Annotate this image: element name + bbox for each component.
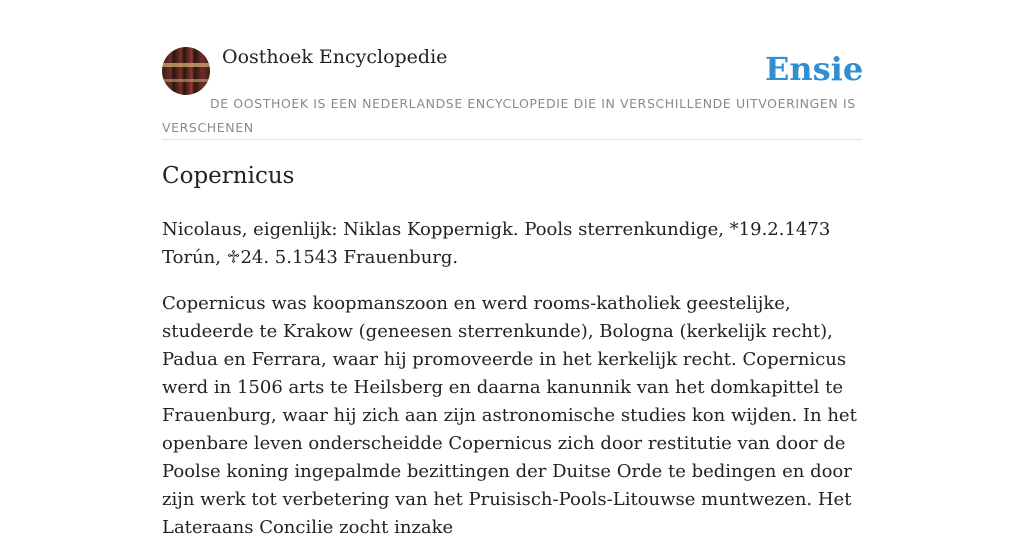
header-divider <box>162 139 862 140</box>
article-paragraph: Copernicus was koopmanszoon en werd rooms-katholiek geestelijke, studeerde te Krakow (geneesen sterrenkunde), Bologna (kerkelijk recht), Padua en Ferrara, waar hij promoveerde in het kerkelijk recht. Copernicus werd in 1506 arts te Heilsberg en daarna kanunnik van het domkapittel te Frauenburg, waar hij zich aan zijn astronomische studies kon wijden. In het openbare leven onderscheidde Copernicus zich door restitutie van door de Poolse koning ingepalmde bezittingen der Duitse Orde te bedingen en door zijn werk tot verbetering van het Pruisisch-Pools-Litouwse muntwezen. Het Lateraans Concilie zocht inzake <box>162 293 857 538</box>
site-avatar[interactable] <box>162 47 210 95</box>
ensie-logo[interactable]: Ensie <box>765 50 864 88</box>
article-paragraph: Nicolaus, eigenlijk: Niklas Koppernigk. Pools sterrenkundige, *19.2.1473 Torún, ♱24. 5.1543 Frauenburg. <box>162 219 831 268</box>
site-tagline: DE OOSTHOEK IS EEN NEDERLANDSE ENCYCLOPEDIE DIE IN VERSCHILLENDE UITVOERINGEN IS VERSCHENEN <box>162 96 856 135</box>
site-name[interactable]: Oosthoek Encyclopedie <box>222 46 448 68</box>
article-title: Copernicus <box>162 163 295 189</box>
book-spine-band <box>162 79 210 82</box>
book-spine-band <box>162 63 210 67</box>
